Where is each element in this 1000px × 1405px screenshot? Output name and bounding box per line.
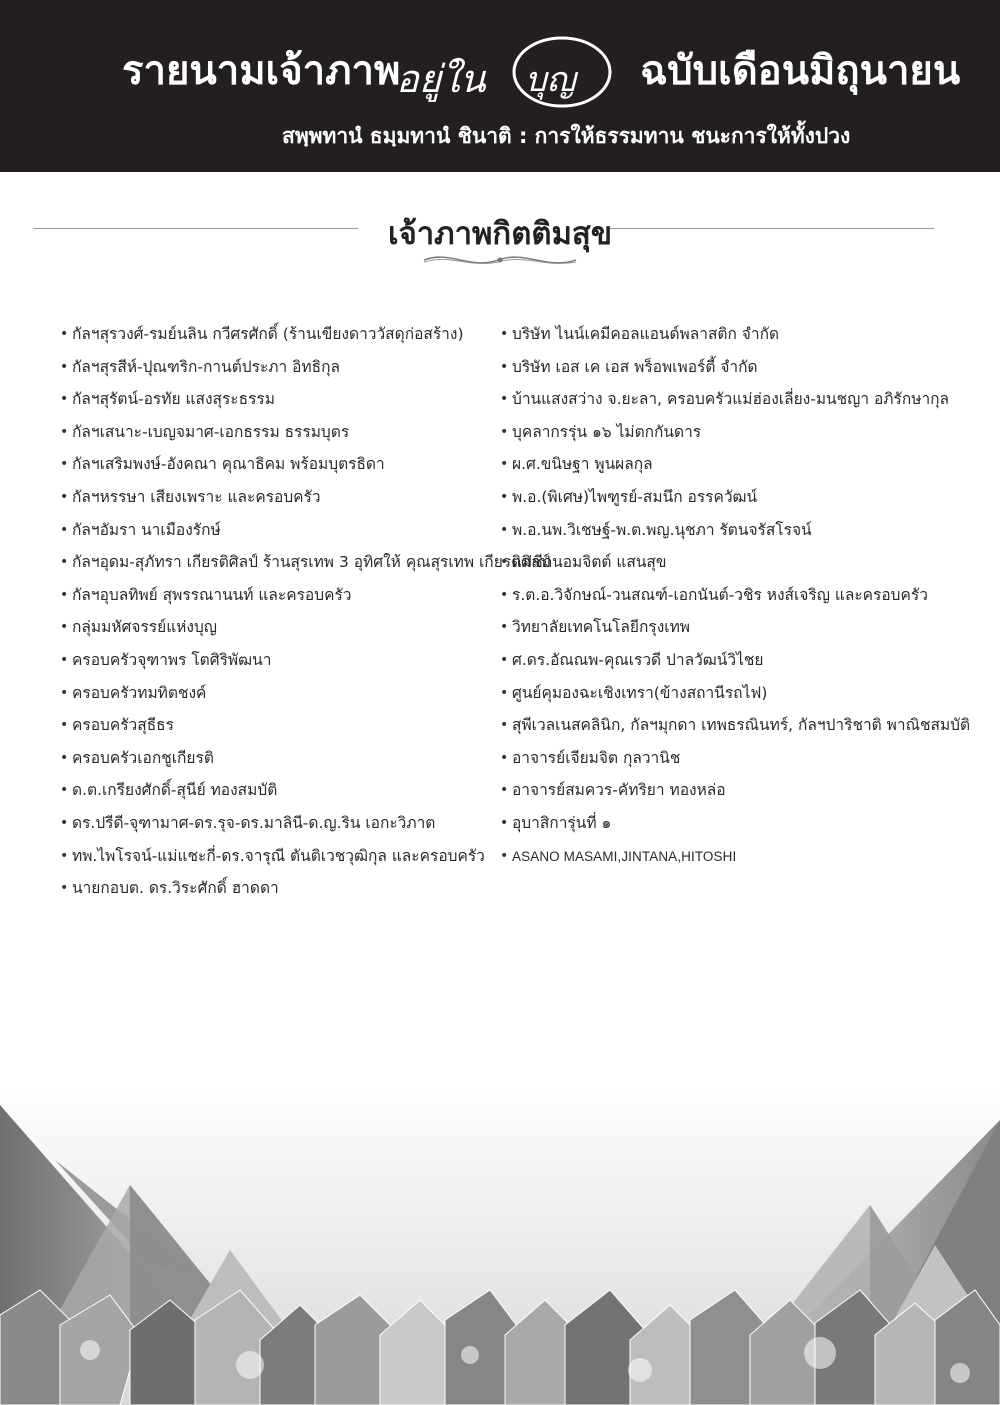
- donor-list-item: [500, 744, 970, 777]
- donor-name: ASANO MASAMI,JINTANA,HITOSHI: [512, 848, 737, 864]
- section-title: เจ้าภาพกิตติมสุข: [387, 216, 613, 252]
- donor-list-item: [60, 711, 500, 744]
- donor-list-item: [60, 450, 500, 483]
- donor-name: กัลฯอุบลทิพย์ สุพรรณานนท์ และครอบครัว: [72, 585, 352, 604]
- donor-name: สุพีเวลเนสคลินิก, กัลฯมุกดา เทพธรณินทร์, กัลฯปาริชาติ พาณิชสมบัติ: [512, 716, 971, 735]
- donor-list-item: [500, 450, 970, 483]
- magazine-logo: [392, 22, 622, 112]
- donor-list-item: [500, 353, 970, 386]
- donor-name: ครอบครัวทมทิตชงค์: [72, 683, 207, 702]
- donor-name: กัลฯสุรสีห์-ปุณฑริก-กานต์ประภา อิทธิกุล: [72, 357, 340, 376]
- section-heading: [0, 205, 1000, 275]
- logo-text-a: อยู่ใน: [396, 57, 486, 101]
- donor-list-item: [500, 418, 970, 451]
- donor-name: กัลฯอุดม-สุภัทรา เกียรติศิลป์ ร้านสุรเทพ 3 อุทิศให้ คุณสุรเทพ เกียรติศิลป์: [72, 553, 551, 572]
- donor-name: กัลฯเสนาะ-เบญจมาศ-เอกธรรม ธรรมบุตร: [72, 422, 350, 441]
- donor-name: อาจารย์เจียมจิต กุลวานิช: [512, 748, 681, 767]
- donor-list-left: [60, 320, 551, 907]
- donor-list-item: [60, 679, 500, 712]
- donor-list-item: [60, 581, 500, 614]
- footer-pyramid-crystal-illustration: [0, 1085, 1000, 1405]
- donor-list-item: [500, 809, 970, 842]
- donor-name: ศูนย์คุมองฉะเชิงเทรา(ข้างสถานีรถไฟ): [512, 683, 768, 702]
- donor-name: บ้านแสงสว่าง จ.ยะลา, ครอบครัวแม่ฮ่องเลี่ยง-มนชญา อภิรักษากุล: [512, 390, 950, 409]
- donor-name: ครอบครัวจุฑาพร โตศิริพัฒนา: [72, 650, 272, 669]
- donor-name: ด.ต.เกรียงศักดิ์-สุนีย์ ทองสมบัติ: [72, 781, 278, 800]
- donor-list-item: [60, 646, 500, 679]
- donor-list-item: [500, 516, 970, 549]
- donor-name: แม่ชีถนอมจิตต์ แสนสุข: [512, 553, 667, 572]
- donor-list-item: [60, 483, 500, 516]
- donor-list-item: [500, 842, 970, 875]
- donor-list-item: [500, 646, 970, 679]
- donor-list-right: [500, 320, 970, 874]
- header-title-left: รายนามเจ้าภาพ: [122, 48, 401, 94]
- donor-name: กัลฯหรรษา เสียงเพราะ และครอบครัว: [72, 487, 321, 506]
- donor-list-item: [500, 776, 970, 809]
- donor-list-item: [500, 548, 970, 581]
- donor-list-item: [60, 548, 551, 581]
- donor-name: วิทยาลัยเทคโนโลยีกรุงเทพ: [512, 618, 691, 637]
- donor-name: กัลฯสุรวงศ์-รมย์นลิน กวีศรศักดิ์ (ร้านเขียงดาววัสดุก่อสร้าง): [72, 325, 464, 343]
- donor-name: ครอบครัวสุธีธร: [72, 716, 174, 735]
- donor-name: บริษัท ไนน์เคมีคอลแอนด์พลาสติก จำกัด: [512, 325, 780, 343]
- donor-list-item: [60, 320, 500, 353]
- donor-name: กัลฯเสริมพงษ์-อังคณา คุณาธิคม พร้อมบุตรธิดา: [72, 455, 385, 474]
- donor-list-item: [500, 711, 970, 744]
- donor-name: กลุ่มมหัศจรรย์แห่งบุญ: [72, 618, 218, 637]
- donor-list-item: [500, 385, 970, 418]
- donor-name: ทพ.ไพโรจน์-แม่แชะกี่-ดร.จารุณี ตันติเวชวุฒิกุล และครอบครัว: [72, 846, 485, 865]
- donor-list-item: [60, 418, 500, 451]
- donor-list-item: [60, 776, 500, 809]
- donor-list-item: [500, 320, 970, 353]
- donor-name: กัลฯสุรัตน์-อรทัย แสงสุระธรรม: [72, 390, 275, 409]
- donor-list-item: [60, 809, 500, 842]
- donor-name: บริษัท เอส เค เอส พร็อพเพอร์ตี้ จำกัด: [512, 357, 758, 376]
- donor-name: อุบาสิการุ่นที่ ๑: [512, 813, 612, 832]
- donor-name: ครอบครัวเอกชูเกียรติ: [72, 748, 214, 767]
- donor-name: นายกอบต. ดร.วิระศักดิ์ ฮาดดา: [72, 879, 279, 898]
- donor-list-item: [500, 613, 970, 646]
- donor-list-item: [60, 353, 500, 386]
- header-title-right: ฉบับเดือนมิถุนายน: [640, 48, 961, 94]
- donor-name: ร.ต.อ.วิจักษณ์-วนสณฑ์-เอกนันต์-วชิร หงส์เจริญ และครอบครัว: [512, 585, 928, 604]
- donor-name: พ.อ.นพ.วิเชษฐ์-พ.ต.พญ.นุชภา รัตนจรัสโรจน์: [512, 520, 812, 539]
- donor-list-item: [60, 874, 500, 907]
- donor-list-item: [500, 581, 970, 614]
- donor-list-item: [60, 516, 500, 549]
- donor-name: พ.อ.(พิเศษ)ไพฑูรย์-สมนึก อรรควัฒน์: [512, 487, 758, 506]
- donor-name: ดร.ปรีดี-จุฑามาศ-ดร.รุจ-ดร.มาลินี-ด.ญ.ริน เอกะวิภาต: [72, 813, 436, 832]
- header-banner: [0, 0, 1000, 172]
- donor-name: บุคลากรรุ่น ๑๖ ไม่ตกกันดาร: [512, 422, 702, 441]
- donor-name: กัลฯอัมรา นาเมืองรักษ์: [72, 520, 221, 539]
- donor-name: ผ.ศ.ขนิษฐา พูนผลกุล: [512, 455, 653, 474]
- donor-list-item: [60, 385, 500, 418]
- header-subtitle: สพฺพทานํ ธมฺมทานํ ชินาติ : การให้ธรรมทาน ชนะการให้ทั้งปวง: [282, 124, 851, 148]
- donor-list-item: [60, 744, 500, 777]
- donor-list-item: [60, 842, 500, 875]
- logo-text-b: บุญ: [525, 60, 576, 100]
- donor-name: อาจารย์สมควร-คัทริยา ทองหล่อ: [512, 781, 726, 800]
- donor-list-item: [500, 483, 970, 516]
- ornament-flourish-icon: [420, 252, 580, 268]
- donor-list-item: [500, 679, 970, 712]
- donor-list-item: [60, 613, 500, 646]
- donor-name: ศ.ดร.อัณณพ-คุณเรวดี ปาลวัฒน์วิไชย: [512, 650, 764, 669]
